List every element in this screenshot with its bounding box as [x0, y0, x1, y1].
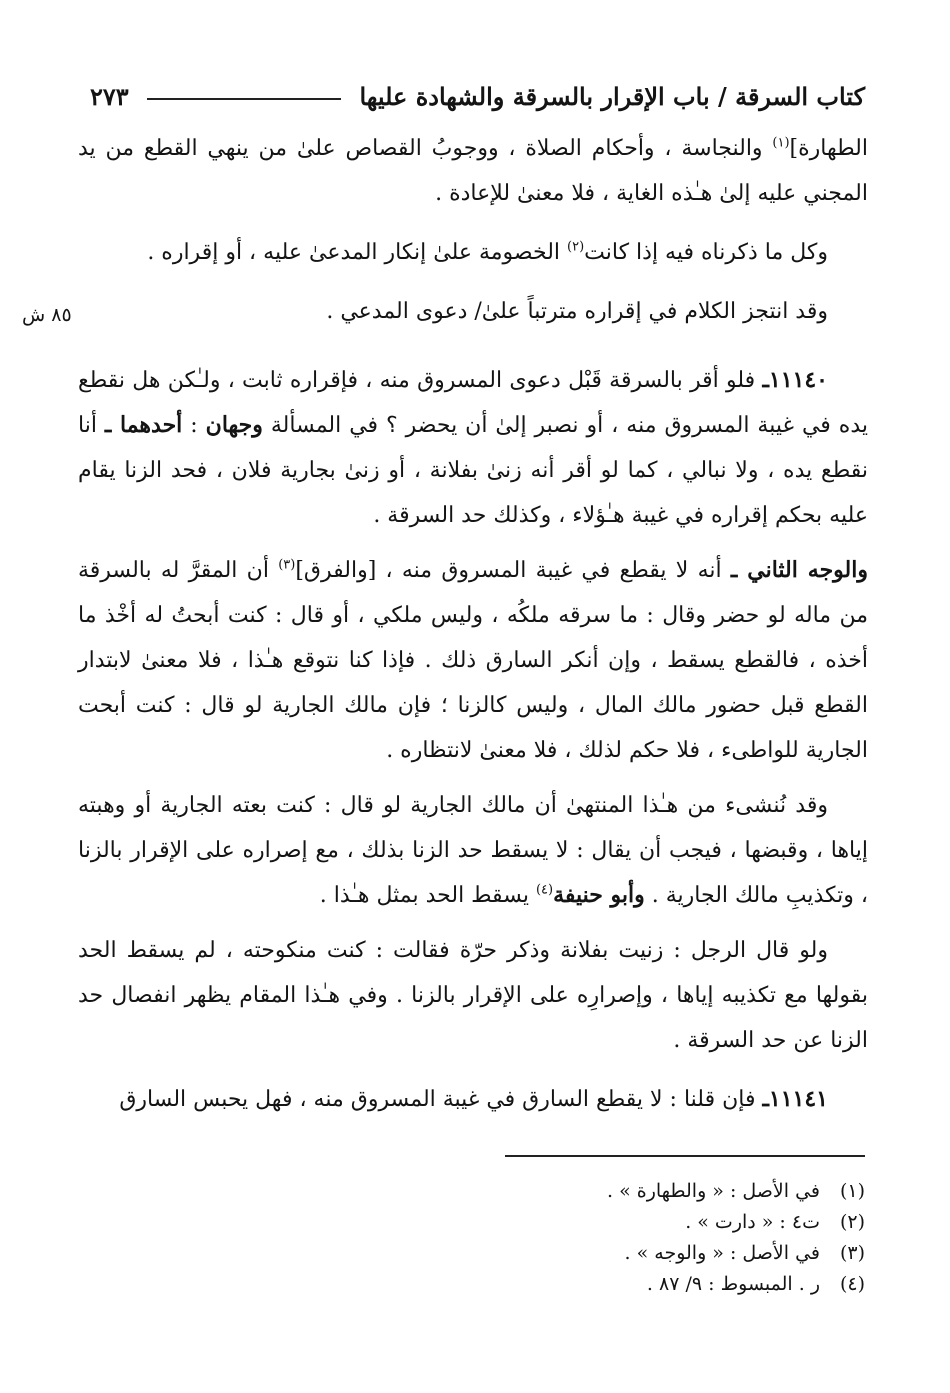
footnote-text: في الأصل : « والطهارة » .: [607, 1180, 820, 1202]
paragraph-7: [78, 928, 868, 1063]
text-segment: الخصومة علىٰ إنكار المدعىٰ عليه ، أو إقراره .: [147, 240, 567, 265]
text-segment: وقد انتجز الكلام في إقراره مترتباً علىٰ/ دعوى المدعي .: [326, 299, 828, 324]
header-rule: [147, 98, 342, 100]
footnote-separator: [505, 1155, 865, 1157]
text-segment: أنه لا يقطع في غيبة المسروق منه ، [والفرق]: [295, 558, 731, 583]
bold-term: أحدهما ـ: [104, 412, 183, 438]
text-segment: :: [182, 413, 206, 438]
footnote-text: ت٤ : « دارت » .: [685, 1211, 820, 1233]
footnote-number: (١): [839, 1180, 865, 1202]
footnote-ref: (٢): [567, 239, 585, 255]
footnote-item: [300, 1238, 865, 1269]
paragraph-3: [78, 289, 868, 334]
margin-folio-note: ٨٥ ش: [22, 304, 72, 326]
paragraph-1: [78, 126, 868, 216]
text-segment: فإن قلنا : لا يقطع السارق في غيبة المسروق منه ، فهل يحبس السارق: [119, 1087, 763, 1112]
paragraph-4: [78, 358, 868, 538]
text-segment: وكل ما ذكرناه فيه إذا كانت: [584, 240, 828, 265]
text-segment: والنجاسة ، وأحكام الصلاة ، ووجوبُ القصاص علىٰ من ينهي القطع من يد المجني عليه إلىٰ هـٰذه الغاية ، فلا معنىٰ للإعادة .: [78, 136, 868, 206]
text-segment: ولو قال الرجل : زنيت بفلانة وذكر حرّة فقالت : كنت منكوحته ، لم يسقط الحد بقولها مع تكذيبه إياها ، وإصرارِه على الإقرار بالزنا . وفي هـٰذا المقام يظهر انفصال حد الزنا عن حد السرقة .: [78, 938, 868, 1053]
footnote-text: في الأصل : « والوجه » .: [624, 1242, 820, 1264]
footnote-text: ر . المبسوط : ٩/ ٨٧ .: [646, 1273, 820, 1295]
text-segment: أنا نقطع يده ، ولا نبالي ، كما لو أقر أنه زنىٰ بفلانة ، أو زنىٰ بجارية فلان ، فحد الزنا يقام عليه بحكم إقراره في غيبة هـٰؤلاء ، وكذلك حد السرقة .: [78, 413, 868, 528]
issue-number: ١١١٤١ـ: [762, 1086, 828, 1112]
footnote-number: (٢): [839, 1211, 865, 1233]
footnote-item: [300, 1176, 865, 1207]
text-segment: وقد نُنشىء من هـٰذا المنتهىٰ أن مالك الجارية لو قال : كنت بعته الجارية أو وهبته إياها ، وقبضها ، فيجب أن يقال : لا يسقط حد الزنا بذلك ، مع إصراره على الإقرار بالزنا ، وتكذيبِ مالك الجارية .: [78, 793, 868, 908]
footnote-number: (٣): [839, 1242, 865, 1264]
bold-term: وأبو حنيفة: [553, 882, 645, 908]
footnote-number: (٤): [839, 1273, 865, 1295]
text-segment: أن المقرَّ له بالسرقة من ماله لو حضر وقال : ما سرقه ملكُه ، وليس ملكي ، أو قال : كنت أبحتُ له أخْذ ما أخذه ، فالقطع يسقط ، وإن أنكر السارق ذلك . فإذا كنا نتوقع هـٰذا ، فلا معنىٰ لابتدار القطع قبل حضور مالك المال ، وليس كالزنا ؛ فإن مالك الجارية لو قال : كنت أبحت الجارية للواطىء ، فلا حكم لذلك ، فلا معنىٰ لانتظاره .: [78, 558, 868, 763]
text-segment: فلو أقر بالسرقة قَبْل دعوى المسروق منه ، فإقراره ثابت ، ولـٰكن هل نقطع يده في غيبة المسروق منه ، أو نصبر إلىٰ أن يحضر ؟ في المسألة: [78, 368, 868, 438]
paragraph-6: [78, 783, 868, 918]
paragraph-2: [78, 230, 868, 275]
page-number: ٢٧٣: [90, 81, 129, 111]
bold-term: والوجه الثاني ـ: [730, 557, 868, 583]
main-text: [78, 126, 868, 1132]
footnote-ref: (٤): [535, 882, 554, 898]
text-segment: يسقط الحد بمثل هـٰذا .: [319, 883, 536, 908]
footnotes: [300, 1176, 865, 1300]
issue-number: ١١١٤٠ـ: [762, 367, 828, 393]
footnote-item: [300, 1269, 865, 1300]
text-segment: الطهارة]: [789, 136, 868, 161]
paragraph-5: [78, 548, 868, 773]
footnote-item: [300, 1207, 865, 1238]
bold-term: وجهان: [205, 412, 263, 438]
page-header: [90, 72, 865, 120]
footnote-ref: (١): [772, 135, 790, 151]
running-title: كتاب السرقة / باب الإقرار بالسرقة والشهادة عليها: [359, 81, 865, 111]
paragraph-8: [78, 1077, 868, 1122]
footnote-ref: (٣): [278, 557, 296, 573]
